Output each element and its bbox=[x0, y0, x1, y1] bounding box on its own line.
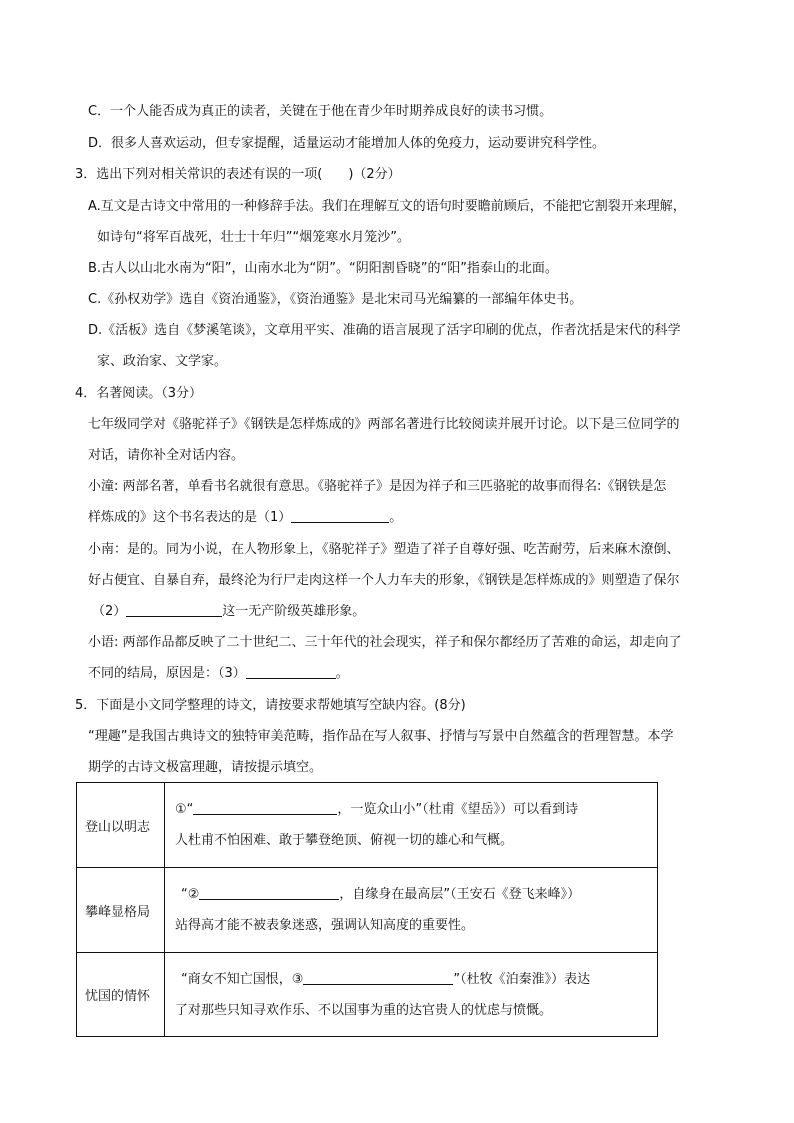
content-line: 站得高才能不被表象迷惑，强调认知高度的重要性。 bbox=[175, 918, 475, 933]
q4-xiaotong-line1: 小潼: 两部名著，单看书名就很有意思。《骆驼祥子》是因为祥子和三匹骆驼的故事而得名:《钢铁是怎 bbox=[88, 479, 667, 494]
poetry-table bbox=[76, 782, 658, 1037]
content-text: ，一览众山小”（杜甫《望岳》）可以看到诗 bbox=[337, 802, 579, 817]
content-line bbox=[175, 794, 649, 825]
q5-stem: 5．下面是小文同学整理的诗文，请按要求帮她填写空缺内容。(8分) bbox=[75, 698, 466, 713]
q3-option-a-line1: A.互文是古诗文中常用的一种修辞手法。我们在理解互文的语句时要瞻前顾后，不能把它割裂开来理解， bbox=[88, 199, 686, 214]
q4-intro-line1: 七年级同学对《骆驼祥子》《钢铁是怎样炼成的》两部名著进行比较阅读并展开讨论。以下是三位同学的 bbox=[88, 417, 680, 432]
content-cell bbox=[165, 783, 658, 868]
q4-xiaonan-line2: 好占便宜、自暴自弃，最终沦为行尸走肉这样一个人力车夫的形象，《钢铁是怎样炼成的》则塑造了保尔 bbox=[88, 573, 680, 588]
q4-xiaoyu-line1: 小语: 两部作品都反映了二十世纪二、三十年代的社会现实，祥子和保尔都经历了苦难的命运，却走向了 bbox=[88, 635, 682, 650]
table-row bbox=[77, 868, 658, 953]
content-text: ”（杜牧《泊秦淮》）表达 bbox=[453, 971, 591, 987]
q4-xiaonan-line3-text: （2） bbox=[92, 604, 127, 619]
q4-xiaoyu-line2-end: 。 bbox=[335, 666, 349, 681]
q3-option-c: C.《孙权劝学》选自《资治通鉴》，《资治通鉴》是北宋司马光编纂的一部编年体史书。 bbox=[88, 292, 583, 307]
q4-xiaotong-line2-text: 样炼成的》这个书名表达的是（1） bbox=[88, 510, 292, 525]
q4-intro-line2: 对话，请你补全对话内容。 bbox=[88, 448, 245, 463]
q3-option-d-line1: D.《活板》选自《梦溪笔谈》，文章用平实、准确的语言展现了活字印刷的优点，作者沈括是宋代的科学 bbox=[88, 323, 681, 338]
q5-intro-line1: “理趣”是我国古典诗文的独特审美范畴，指作品在写人叙事、抒情与写景中自然蕴含的哲理智慧。本学 bbox=[88, 729, 674, 744]
content-cell bbox=[165, 868, 658, 953]
q2-option-c: C．一个人能否成为真正的读者，关键在于他在青少年时期养成良好的读书习惯。 bbox=[88, 104, 553, 119]
q3-option-d-line2: 家、政治家、文学家。 bbox=[97, 354, 228, 369]
category-cell: 攀峰显格局 bbox=[77, 868, 165, 953]
content-text: “② bbox=[181, 887, 200, 902]
content-line: 了对那些只知寻欢作乐、不以国事为重的达官贵人的忧虑与愤慨。 bbox=[175, 1002, 553, 1018]
content-text: ①“ bbox=[175, 802, 194, 817]
q3-option-b: B.古人以山北水南为“阳”，山南水北为“阴”。“阴阳割昏晓”的“阳”指泰山的北面。 bbox=[88, 261, 558, 276]
q3-option-a-line2: 如诗句“将军百战死，壮士十年归”“烟笼寒水月笼沙”。 bbox=[97, 230, 410, 245]
answer-blank-1[interactable] bbox=[193, 800, 337, 815]
table-row bbox=[77, 783, 658, 868]
q4-stem: 4．名著阅读。（3分） bbox=[75, 386, 203, 401]
answer-blank-2[interactable] bbox=[199, 885, 339, 900]
q4-xiaonan-line3 bbox=[92, 602, 365, 622]
q2-option-d: D．很多人喜欢运动，但专家提醒，适量运动才能增加人体的免疫力，运动要讲究科学性。 bbox=[88, 136, 606, 151]
q4-xiaoyu-line2 bbox=[88, 664, 349, 684]
content-line: 人杜甫不怕困难、敢于攀登绝顶、俯视一切的雄心和气概。 bbox=[175, 833, 514, 848]
answer-blank-2[interactable] bbox=[126, 602, 222, 617]
q4-xiaonan-line3-end: 这一无产阶级英雄形象。 bbox=[222, 604, 366, 619]
answer-blank-3[interactable] bbox=[246, 664, 336, 679]
q4-xiaotong-line2-end: 。 bbox=[389, 510, 403, 525]
category-cell: 登山以明志 bbox=[77, 783, 165, 868]
q4-xiaonan-line1: 小南：是的。同为小说，在人物形象上，《骆驼祥子》塑造了祥子自尊好强、吃苦耐劳，后来麻木潦倒、 bbox=[88, 542, 680, 557]
category-cell: 忧国的情怀 bbox=[77, 953, 165, 1037]
q5-intro-line2: 期学的古诗文极富理趣，请按提示填空。 bbox=[88, 760, 323, 775]
answer-blank-1[interactable] bbox=[291, 508, 389, 523]
content-cell bbox=[165, 953, 658, 1037]
answer-blank-3[interactable] bbox=[303, 970, 453, 985]
q4-xiaotong-line2 bbox=[88, 508, 402, 528]
content-line bbox=[175, 879, 649, 910]
content-line bbox=[175, 964, 649, 995]
content-text: ，自缘身在最高层”（王安石《登飞来峰》） bbox=[339, 887, 581, 902]
q3-stem: 3．选出下列对相关常识的表述有误的一项( )（2分） bbox=[75, 167, 401, 182]
table-row bbox=[77, 953, 658, 1037]
content-text: “商女不知亡国恨，③ bbox=[181, 971, 304, 987]
q4-xiaoyu-line2-text: 不同的结局，原因是：（3） bbox=[88, 666, 246, 681]
